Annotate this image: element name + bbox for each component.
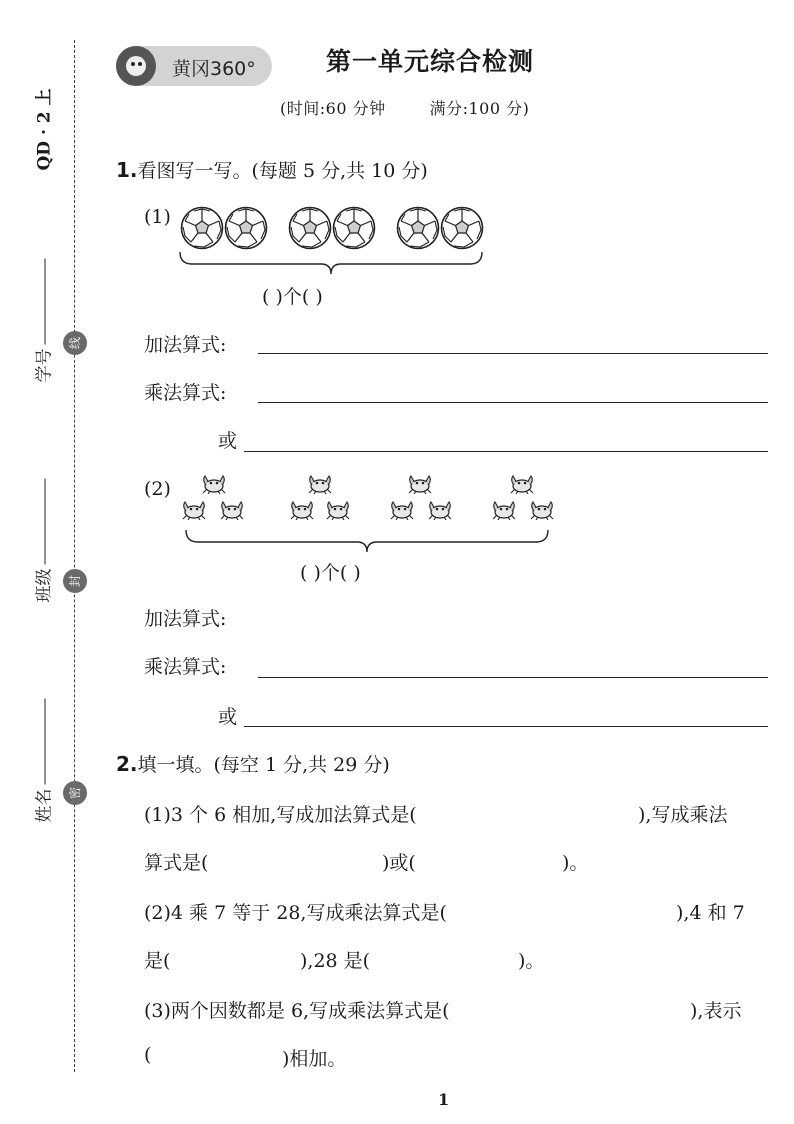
q1-part2-brace <box>184 528 550 554</box>
crab-icon <box>288 500 316 520</box>
crab-icon <box>180 500 208 520</box>
q2-line3-b: ),4 和 7 <box>676 902 745 924</box>
q2-line2-a: 算式是( <box>144 852 209 874</box>
q1-part1-or-label: 或 <box>218 430 238 452</box>
q1-part2-mul-line[interactable] <box>258 677 768 678</box>
soccer-ball-icon <box>224 206 268 250</box>
seal-secret: 密 <box>63 781 87 805</box>
crab-icon <box>528 500 556 520</box>
name-field[interactable] <box>30 683 55 823</box>
q1-part1-add-line[interactable] <box>258 353 768 354</box>
name-label: 姓名 <box>34 788 55 823</box>
student-id-label: 学号 <box>34 348 55 383</box>
crab-icon <box>490 500 518 520</box>
q2-line6-b: )相加。 <box>282 1048 347 1070</box>
q1-part2-or-label: 或 <box>218 706 238 728</box>
q2-line3-a: (2)4 乘 7 等于 28,写成乘法算式是( <box>144 902 447 924</box>
mascot-icon <box>116 46 156 86</box>
q2-line1-b: ),写成乘法 <box>638 804 728 826</box>
q1-part2-add-label: 加法算式: <box>144 608 227 630</box>
q1-part2-mul-label: 乘法算式: <box>144 656 227 678</box>
q1-number: 1. <box>116 158 138 182</box>
crab-icon <box>508 474 536 494</box>
seal-line: 线 <box>63 331 87 355</box>
q2-line1-a: (1)3 个 6 相加,写成加法算式是( <box>144 804 417 826</box>
binding-dashed-line <box>74 40 75 1072</box>
q2-line4-b: ),28 是( <box>300 950 371 972</box>
q2-line2-c: )。 <box>562 852 589 874</box>
q2-line2-b: )或( <box>382 852 416 874</box>
q1-part1-label: (1) <box>144 206 171 228</box>
q1-part1-add-label: 加法算式: <box>144 334 227 356</box>
full-score: 满分:100 分) <box>429 99 530 118</box>
crab-icon <box>426 500 454 520</box>
soccer-ball-icon <box>288 206 332 250</box>
exam-info <box>280 96 529 119</box>
q1-part1-mul-label: 乘法算式: <box>144 382 227 404</box>
q1-part1-or-line[interactable] <box>244 451 768 452</box>
q1-part1-mul-line[interactable] <box>258 402 768 403</box>
page-title: 第一单元综合检测 <box>326 47 535 76</box>
crab-icon <box>324 500 352 520</box>
student-id-field[interactable] <box>30 243 55 383</box>
q1-heading <box>116 156 428 183</box>
time-limit: (时间:60 分钟 <box>280 99 386 118</box>
q2-heading <box>116 750 390 777</box>
q2-line5-a: (3)两个因数都是 6,写成乘法算式是( <box>144 1000 450 1022</box>
class-label: 班级 <box>34 568 55 603</box>
q1-part2-label: (2) <box>144 478 171 500</box>
crab-icon <box>406 474 434 494</box>
seal-seal: 封 <box>63 569 87 593</box>
q2-line4-a: 是( <box>144 950 171 972</box>
crab-icon <box>306 474 334 494</box>
q2-line4-c: )。 <box>518 950 545 972</box>
q2-line6-a: ( <box>144 1044 152 1066</box>
q1-heading-text: 看图写一写。(每题 5 分,共 10 分) <box>137 160 428 182</box>
crab-icon <box>218 500 246 520</box>
q1-part2-caption[interactable]: ( )个( ) <box>300 562 361 584</box>
page-number: 1 <box>438 1090 450 1109</box>
soccer-ball-icon <box>180 206 224 250</box>
class-field[interactable] <box>30 463 55 603</box>
crab-icon <box>200 474 228 494</box>
series-badge <box>116 46 272 86</box>
q1-part1-caption[interactable]: ( )个( ) <box>262 286 323 308</box>
q2-heading-text: 填一填。(每空 1 分,共 29 分) <box>137 754 390 776</box>
q2-number: 2. <box>116 752 138 776</box>
q1-part1-brace <box>178 250 484 276</box>
series-code: QD · 2 上 <box>34 88 55 171</box>
crab-icon <box>388 500 416 520</box>
soccer-ball-icon <box>396 206 440 250</box>
badge-text: 黄冈360° <box>172 58 256 80</box>
q2-line5-b: ),表示 <box>690 1000 742 1022</box>
soccer-ball-icon <box>440 206 484 250</box>
soccer-ball-icon <box>332 206 376 250</box>
q1-part2-or-line[interactable] <box>244 726 768 727</box>
